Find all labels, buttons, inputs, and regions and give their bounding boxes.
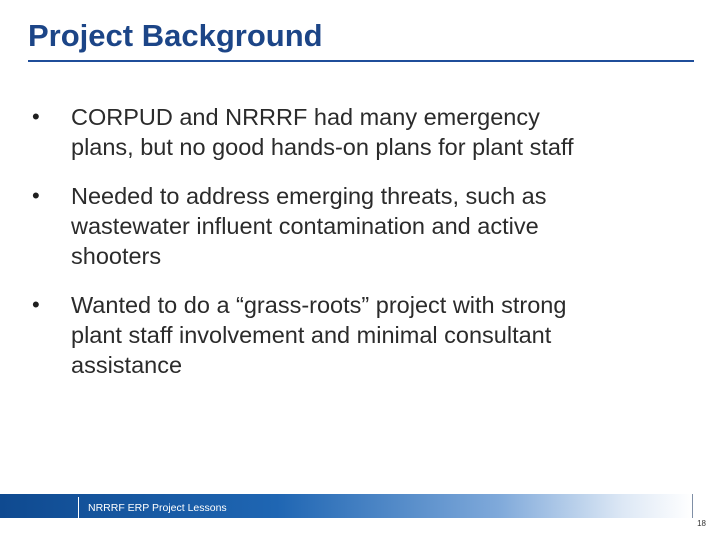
bullet-item-1	[30, 102, 690, 162]
bullet-item-2	[30, 181, 690, 271]
footer-edge	[692, 494, 693, 518]
slide-title: Project Background	[28, 18, 323, 53]
footer-text: NRRRF ERP Project Lessons	[88, 502, 227, 514]
bullet-line: plans, but no good hands-on plans for plant staff	[71, 134, 574, 160]
page-number: 18	[697, 519, 706, 528]
bullet-item-3	[30, 290, 690, 380]
bullet-line: plant staff involvement and minimal consultant	[71, 322, 552, 348]
bullet-list	[30, 102, 690, 380]
bullet-marker: •	[32, 183, 40, 208]
bullet-marker: •	[32, 104, 40, 129]
footer-divider	[78, 497, 79, 518]
bullet-line: wastewater influent contamination and active	[71, 213, 539, 239]
bullet-line: CORPUD and NRRRF had many emergency	[71, 104, 540, 130]
bullet-line: Wanted to do a “grass-roots” project with strong	[71, 292, 567, 318]
bullet-marker: •	[32, 292, 40, 317]
title-underline	[28, 60, 694, 62]
bullet-line: shooters	[71, 243, 162, 269]
bullet-line: Needed to address emerging threats, such as	[71, 183, 547, 209]
bullet-line: assistance	[71, 352, 183, 378]
